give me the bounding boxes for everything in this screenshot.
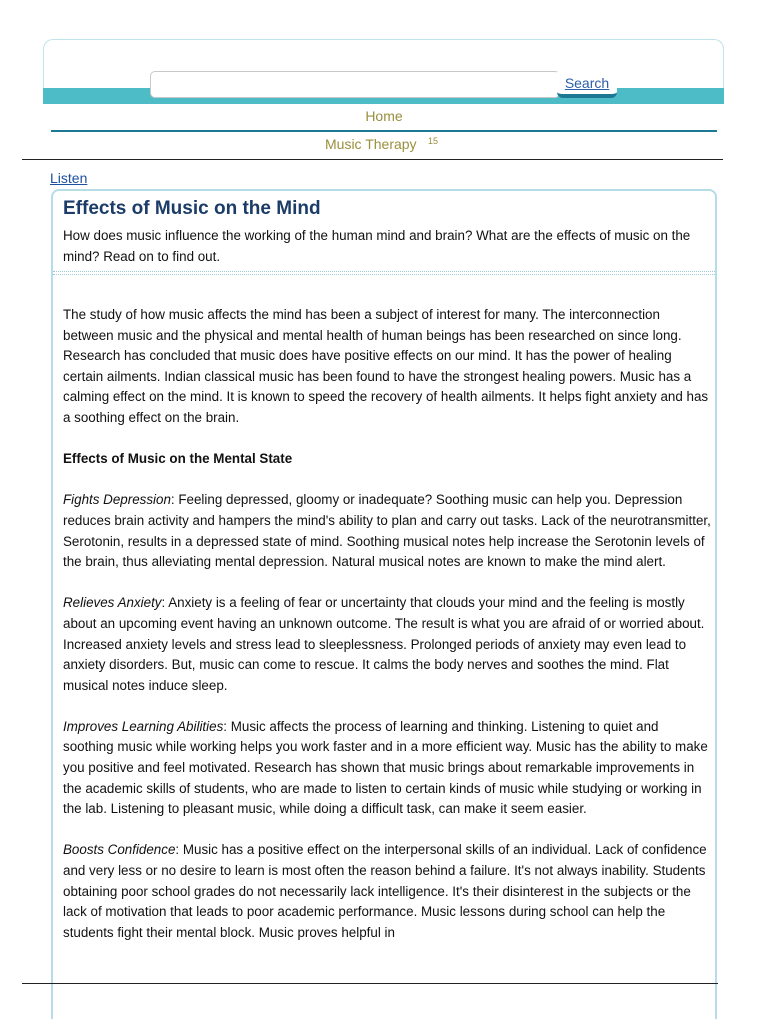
effect-item bbox=[63, 717, 711, 820]
search-button[interactable]: Search bbox=[557, 72, 617, 98]
effect-term: Improves Learning Abilities bbox=[63, 718, 224, 734]
intro-separator bbox=[53, 274, 715, 275]
effect-item bbox=[63, 490, 711, 572]
article-intro: How does music influence the working of the human mind and brain? What are the effects of music on the mind? Read on to find out. bbox=[63, 228, 691, 264]
nav-category-count: 15 bbox=[428, 136, 439, 146]
effect-term: Relieves Anxiety bbox=[63, 595, 162, 611]
article-paragraph: The study of how music affects the mind has been a subject of interest for many. The interconnection between music and the physical and mental health of human beings has been researched on since long. Research has concluded that music does have positive effects on our mind. It has the power of healing certain ailments. Indian classical music has been found to have the strongest healing powers. Music has a calming effect on the mind. It is known to speed the recovery of health ailments. It helps fight anxiety and has a soothing effect on the brain. bbox=[63, 307, 709, 425]
effect-item bbox=[63, 840, 711, 943]
intro-separator bbox=[53, 271, 715, 272]
effect-term: Fights Depression bbox=[63, 492, 171, 508]
effect-text: : Anxiety is a feeling of fear or uncertainty that clouds your mind and the feeling is mostly about an upcoming event having an unknown outcome. The result is what you are afraid of or worried about. Increased anxiety levels and stress lead to sleeplessness. Prolonged periods of anxiety may even lead to anxiety disorders. But, music can come to rescue. It calms the body nerves and soothes the mind. Flat musical notes induce sleep. bbox=[63, 595, 705, 693]
listen-link[interactable]: Listen bbox=[50, 170, 88, 186]
section-heading: Effects of Music on the Mental State bbox=[63, 451, 293, 467]
page-bottom-divider bbox=[22, 983, 718, 984]
effect-item bbox=[63, 593, 711, 696]
effect-text: : Music has a positive effect on the interpersonal skills of an individual. Lack of confidence and very less or no desire to learn is most often the reason behind a failure. It's not always inability. Students obtaining poor school grades do not necessarily lack intelligence. It's their disinterest in the subjects or the lack of motivation that leads to poor academic performance. Music lessons during school can help the students fight their mental block. Music proves helpful in bbox=[63, 842, 707, 940]
nav-bottom-divider bbox=[22, 159, 723, 160]
search-input[interactable] bbox=[150, 71, 560, 98]
effect-term: Boosts Confidence bbox=[63, 842, 176, 858]
nav-divider bbox=[51, 130, 717, 132]
article-body bbox=[63, 305, 711, 964]
effect-text: : Feeling depressed, gloomy or inadequate? Soothing music can help you. Depression reduces brain activity and hampers the mind's ability to plan and carry out tasks. Lack of the neurotransmitter, Serotonin, results in a depressed state of mind. Soothing musical notes help increase the Serotonin levels of the brain, thus alleviating mental depression. Natural musical notes are known to make the mind alert. bbox=[63, 492, 711, 570]
nav-home-link[interactable]: Home bbox=[365, 108, 403, 124]
effect-text: : Music affects the process of learning and thinking. Listening to quiet and soothing music while working helps you work faster and in a more efficient way. Music has the ability to make you positive and feel motivated. Research has shown that music brings about remarkable improvements in the academic skills of students, who are made to listen to certain kinds of music while studying or working in the lab. Listening to pleasant music, while doing a difficult task, can make it seem easier. bbox=[63, 718, 708, 817]
nav-category-link[interactable]: Music Therapy bbox=[325, 136, 417, 152]
article-title: Effects of Music on the Mind bbox=[63, 198, 321, 219]
